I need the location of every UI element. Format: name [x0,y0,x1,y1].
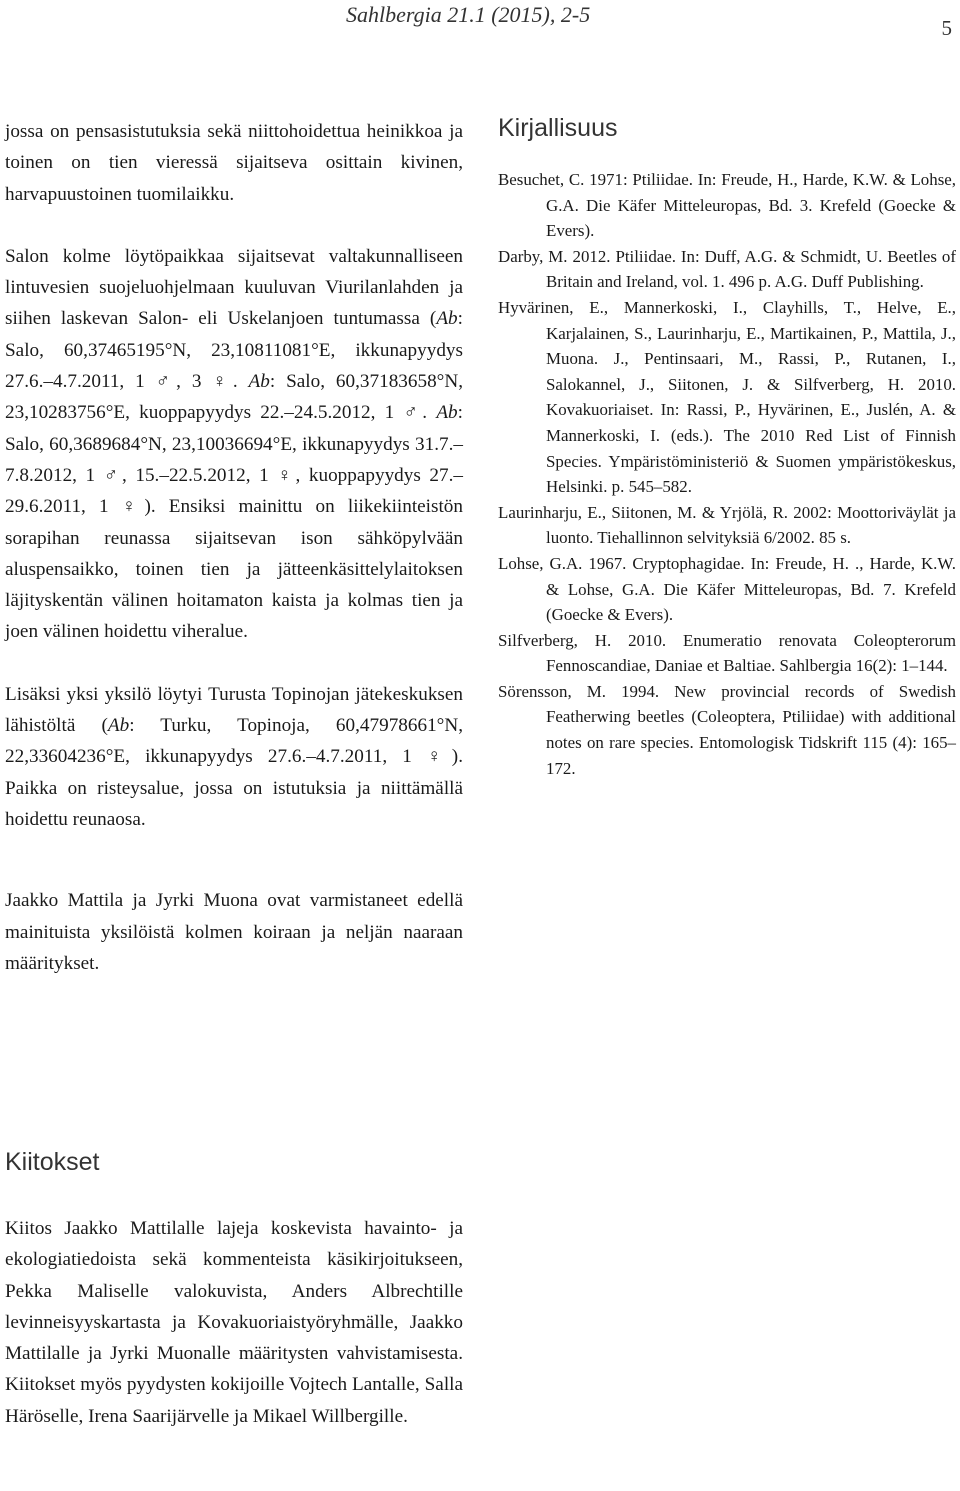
reference-item: Laurinharju, E., Siitonen, M. & Yrjölä, R. 2002: Moottoriväylät ja luonto. Tiehallinnon selvityksiä 6/2002. 85 s. [498,502,956,548]
ab-abbrev: Ab [436,402,458,424]
paragraph-3-text-a: Lisäksi yksi yksilö löytyi Turusta Topinojan jätekeskuksen lähistöltä ( [5,683,463,737]
paragraph-1: jossa on pensasistutuksia sekä niittohoidettua heinikkoa ja toinen on tien vieressä sijaitseva osittain kivinen, harvapuustoinen tuomilaikku. [5,121,463,205]
acknowledgements-text: Kiitos Jaakko Mattilalle lajeja koskevista havainto- ja ekologiatiedoista sekä kommenteista käsikirjoitukseen, Pekka Maliselle valokuvista, Anders Albrechtille levinneisyyskartasta ja Kovakuoriaistyöryhmälle, Jaakko Mattilalle ja Jyrki Muonalle määritysten vahvistamisesta. Kiitokset myös pyydysten kokijoille Vojtech Lantalle, Salla Häröselle, Irena Saarijärvelle ja Mikael Willbergille. [5,1218,463,1427]
paragraph-3 [5,679,463,835]
paragraph-4: Jaakko Mattila ja Jyrki Muona ovat varmistaneet edellä mainituista yksilöistä kolmen koiraan ja neljän naaraan määritykset. [5,890,463,974]
journal-citation: Sahlbergia 21.1 (2015), 2-5 [346,2,591,27]
reference-item: Hyvärinen, E., Mannerkoski, I., Clayhills, T., Helve, E., Karjalainen, S., Laurinharju, E., Martikainen, P., Mattila, J., Muona. J., Pentinsaari, M., Rassi, P., Rutanen, I., Salokannel, J., Siitonen, J. & Silfverberg, H. 2010. Kovakuoriaiset. In: Rassi, P., Hyvärinen, E., Juslén, A. & Mannerkoski, I. (eds.). The 2010 Red List of Finnish Species. Ympäristöministeriö & Suomen ympäristökeskus, Helsinki. p. 545–582. [498,297,956,497]
reference-item: Darby, M. 2012. Ptiliidae. In: Duff, A.G. & Schmidt, U. Beetles of Britain and Ireland, vol. 1. 496 p. A.G. Duff Publishing. [498,246,956,292]
acknowledgements-heading: Kiitokset [5,1148,100,1176]
page-header [0,0,960,40]
references-section [498,114,956,781]
paragraph-2 [5,241,463,648]
reference-item: Besuchet, C. 1971: Ptiliidae. In: Freude, H., Harde, K.W. & Lohse, G.A. Die Käfer Mitteleuropas, Bd. 3. Krefeld (Goecke & Evers). [498,170,956,241]
reference-item: Silfverberg, H. 2010. Enumeratio renovata Coleopterorum Fennoscandiae, Daniae et Baltiae. Sahlbergia 16(2): 1–144. [498,630,956,676]
ab-abbrev: Ab [436,308,458,330]
left-column [5,116,463,979]
page-number: 5 [941,16,952,40]
paragraph-2-text-b: : Salo, 60,37465195°N, 23,10811081°E, ikkunapyydys 27.6.–4.7.2011, 1 ♂, 3 ♀. [5,308,463,393]
references-heading: Kirjallisuus [498,114,618,142]
paragraph-3-text-b: : Turku, Topinoja, 60,47978661°N, 22,33604236°E, ikkunapyydys 27.6.–4.7.2011, 1 ♀). Paikka on risteysalue, jossa on istutuksia ja niittämällä hoidettu reunaosa. [5,715,463,830]
reference-item: Sörensson, M. 1994. New provincial records of Swedish Featherwing beetles (Coleoptera, Ptiliidae) with additional notes on rare species. Entomologisk Tidskrift 115 (4): 165–172. [498,681,956,778]
paragraph-2-text-c: : Salo, 60,37183658°N, 23,10283756°E, kuoppapyydys 22.–24.5.2012, 1 ♂. [5,371,463,424]
ab-abbrev: Ab [248,371,270,393]
ab-abbrev: Ab [107,715,130,737]
reference-item: Lohse, G.A. 1967. Cryptophagidae. In: Freude, H. ., Harde, K.W. & Lohse, G.A. Die Käfer Mitteleuropas, Bd. 7. Krefeld (Goecke & Evers). [498,553,956,625]
paragraph-2-text-a: Salon kolme löytöpaikkaa sijaitsevat valtakunnalliseen lintuvesien suojeluohjelmaan kuuluvan Viurilanlahden ja siihen laskevan Salon- eli Uskelanjoen tuntumassa ( [5,245,463,330]
paragraph-2-text-d: : Salo, 60,3689684°N, 23,10036694°E, ikkunapyydys 31.7.–7.8.2012, 1 ♂, 15.–22.5.2012, 1 ♀, kuoppapyydys 27.–29.6.2011, 1 ♀). Ensiksi mainittu on liikekiinteistön sorapihan reunassa sijaitsevan ison sähköpylvään aluspensaikko, toinen tien ja jätteenkäsittelylaitoksen läjityskentän välinen hoitamaton kaista ja kolmas tien ja joen välinen hoidettu viheralue. [5,402,463,643]
